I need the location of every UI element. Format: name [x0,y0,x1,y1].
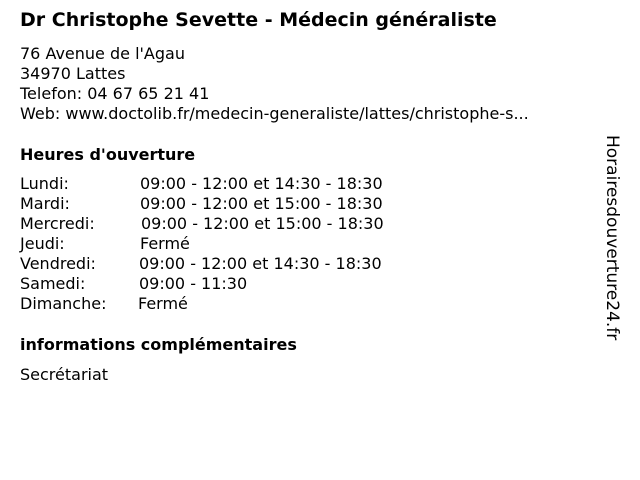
day-label: Lundi: [20,174,69,193]
info-heading: informations complémentaires [20,335,297,354]
page-title: Dr Christophe Sevette - Médecin généraliste [20,9,497,31]
day-label: Mardi: [20,194,70,213]
phone-number[interactable]: 04 67 65 21 41 [87,84,210,103]
hours-heading: Heures d'ouverture [20,145,196,164]
day-label: Jeudi: [20,234,65,253]
day-label: Mercredi: [20,214,95,233]
day-hours: Fermé [140,234,190,253]
phone-label: Telefon: [20,84,83,103]
info-text: Secrétariat [20,365,109,384]
address-street: 76 Avenue de l'Agau [20,44,185,63]
day-label: Dimanche: [20,294,107,313]
day-label: Samedi: [20,274,86,293]
day-label: Vendredi: [20,254,96,273]
web-label: Web: [20,104,61,123]
address-city: 34970 Lattes [20,64,126,83]
day-hours: 09:00 - 11:30 [139,274,248,293]
site-watermark: Horairesdouverture24.fr [602,135,622,341]
day-hours: Fermé [138,294,188,313]
day-hours: 09:00 - 12:00 et 14:30 - 18:30 [139,254,382,273]
day-hours: 09:00 - 12:00 et 15:00 - 18:30 [141,214,384,233]
web-line [20,104,529,123]
day-hours: 09:00 - 12:00 et 14:30 - 18:30 [140,174,383,193]
website-link[interactable]: www.doctolib.fr/medecin-generaliste/lattes/christophe-s... [65,104,529,123]
day-hours: 09:00 - 12:00 et 15:00 - 18:30 [140,194,383,213]
phone-line [20,84,209,103]
